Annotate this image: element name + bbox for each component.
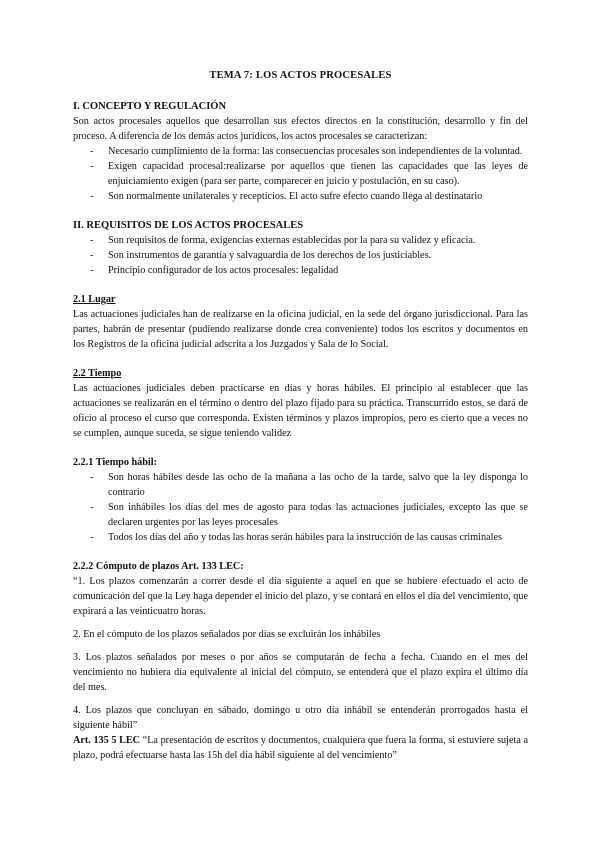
list-item: - Principio configurador de los actos procesales: legalidad [73, 263, 528, 278]
list-item: - Son inhábiles los días del mes de agosto para todas las actuaciones judiciales, excepto las que se declaren urgentes por las leyes procesales [73, 500, 528, 530]
document-title: TEMA 7: LOS ACTOS PROCESALES [209, 70, 392, 81]
list-item: - Todos los días del año y todas las horas serán hábiles para la instrucción de las causas criminales [73, 530, 528, 545]
article-135-label: Art. 135 5 LEC [73, 735, 141, 746]
section-1-heading: I. CONCEPTO Y REGULACIÓN [73, 101, 227, 112]
section-2-2-2-heading: 2.2.2 Cómputo de plazos Art. 133 LEC: [73, 561, 244, 572]
list-item: - Necesario cumplimiento de la forma: las consecuencias procesales son independientes de la voluntad. [73, 144, 528, 159]
section-2-heading: II. REQUISITOS DE LOS ACTOS PROCESALES [73, 220, 304, 231]
section-1-paragraph: Son actos procesales aquellos que desarrollan sus efectos directos en la constitución, desarrollo y fin del proceso. A diferencia de los demás actos jurídicos, los actos procesales se caracterizan: [73, 116, 528, 142]
article-133-paragraph-2: 2. En el cómputo de los plazos señalados por días se excluirán los inhábiles [73, 629, 381, 640]
article-133-paragraph-1: “1. Los plazos comenzarán a correr desde el día siguiente a aquel en que se hubiere efectuado el acto de comunicación del que la Ley haga depender el inicio del plazo, y se contará en ellos el día del vencimiento, que expirará a las veinticuatro horas. [73, 576, 528, 617]
document-page [73, 68, 528, 763]
list-item: - Son normalmente unilaterales y recepticios. El acto sufre efecto cuando llega al destinatario [73, 189, 528, 204]
article-133-paragraph-4: 4. Los plazos que concluyan en sábado, domingo u otro día inhábil se entenderán prorrogados hasta el siguiente hábil” [73, 705, 528, 731]
article-133-paragraph-3: 3. Los plazos señalados por meses o por años se computarán de fecha a fecha. Cuando en el mes del vencimiento no hubiera día equivalente al inicial del cómputo, se entenderá que el plazo expira el último día del mes. [73, 652, 528, 693]
section-2-2-1-heading: 2.2.1 Tiempo hábil: [73, 457, 157, 468]
list-item: - Son instrumentos de garantía y salvaguardia de los derechos de los justiciables. [73, 248, 528, 263]
section-2-1-paragraph: Las actuaciones judiciales han de realizarse en la oficina judicial, en la sede del órgano jurisdiccional. Para las partes, habrán de presentar (pudiendo realizarse donde crea conveniente) todos los escritos y documentos en los Registros de la oficina judicial adscrita a los Juzgados y Sala de lo Social. [73, 309, 528, 350]
section-2-2-paragraph: Las actuaciones judiciales deben practicarse en días y horas hábiles. El principio al establecer que las actuaciones se realizarán en el término o dentro del plazo fijado para su práctica. Transcurrido estos, se dará de oficio al proceso el curso que corresponda. Existen términos y plazos impropios, pero es cierto que a veces no se cumplen, aunque suceda, se sigue teniendo validez [73, 383, 528, 439]
list-item: - Exigen capacidad procesal:realizarse por aquellos que tienen las capacidades que las leyes de enjuiciamiento exigen (para ser parte, comparecer en juicio y postulación, en su caso). [73, 159, 528, 189]
article-135-text: “La presentación de escritos y documentos, cualquiera que fuera la forma, si estuviere sujeta a plazo, podrá efectuarse hasta las 15h del día hábil siguiente al del vencimiento” [73, 735, 529, 761]
article-135-paragraph [73, 733, 528, 763]
list-item: - Son horas hábiles desde las ocho de la mañana a las ocho de la tarde, salvo que la ley disponga lo contrario [73, 470, 528, 500]
section-2-2-heading: 2.2 Tiempo [73, 368, 122, 379]
section-2-list [73, 233, 528, 278]
section-2-2-1-list [73, 470, 528, 545]
section-1-list [73, 144, 528, 204]
section-2-1-heading: 2.1 Lugar [73, 294, 116, 305]
list-item: - Son requisitos de forma, exigencias externas establecidas por la para su validez y eficacia. [73, 233, 528, 248]
